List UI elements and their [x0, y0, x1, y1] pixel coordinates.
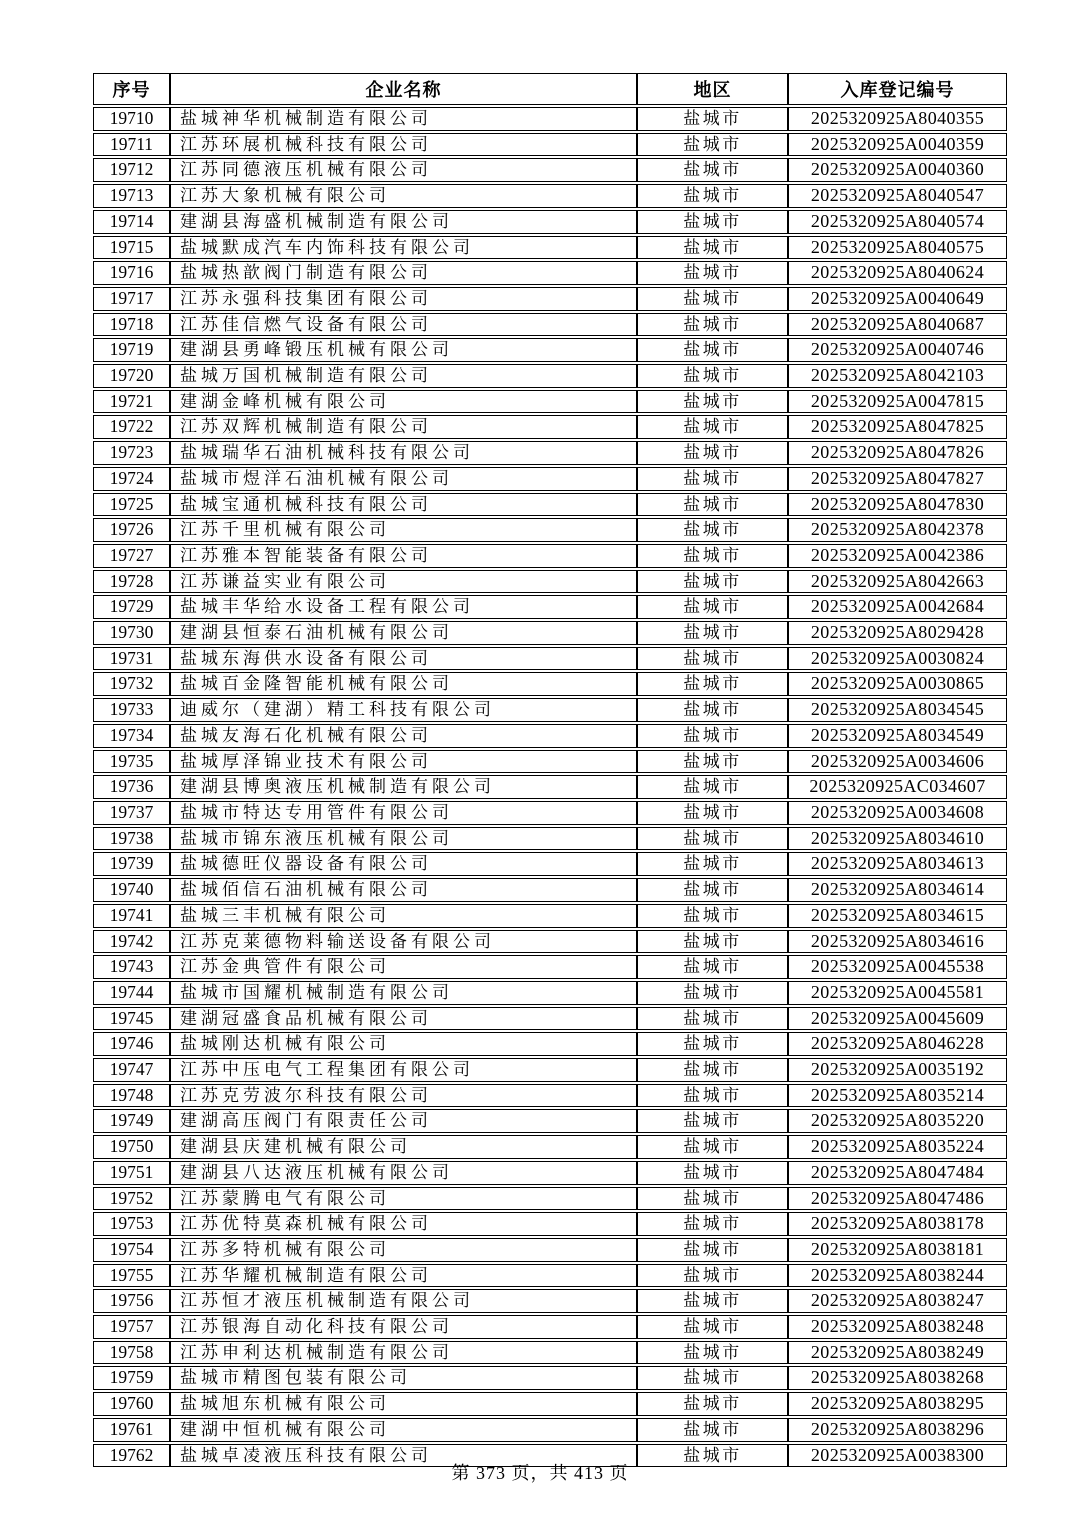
serial-cell: 19734: [93, 724, 170, 748]
table-row: [93, 210, 1007, 234]
serial-cell: 19736: [93, 775, 170, 799]
table-row: [93, 1032, 1007, 1056]
table-row: [93, 595, 1007, 619]
regno-cell: 2025320925A0040359: [788, 133, 1007, 157]
region-cell: 盐城市: [637, 595, 788, 619]
regno-cell: 2025320925A8040687: [788, 313, 1007, 337]
regno-cell: 2025320925A8038249: [788, 1341, 1007, 1365]
table-row: [93, 647, 1007, 671]
region-cell: 盐城市: [637, 1212, 788, 1236]
company-cell: 盐城市国耀机械制造有限公司: [170, 981, 637, 1005]
serial-cell: 19737: [93, 801, 170, 825]
table-row: [93, 904, 1007, 928]
serial-cell: 19752: [93, 1187, 170, 1211]
serial-cell: 19757: [93, 1315, 170, 1339]
region-cell: 盐城市: [637, 158, 788, 182]
col-header-regno: 入库登记编号: [788, 73, 1007, 105]
regno-cell: 2025320925A8034615: [788, 904, 1007, 928]
company-cell: 迪威尔（建湖）精工科技有限公司: [170, 698, 637, 722]
serial-cell: 19758: [93, 1341, 170, 1365]
company-cell: 江苏华耀机械制造有限公司: [170, 1264, 637, 1288]
table-row: [93, 827, 1007, 851]
table-row: [93, 698, 1007, 722]
table-row: [93, 493, 1007, 517]
region-cell: 盐城市: [637, 621, 788, 645]
table-row: [93, 1289, 1007, 1313]
company-cell: 盐城刚达机械有限公司: [170, 1032, 637, 1056]
serial-cell: 19712: [93, 158, 170, 182]
region-cell: 盐城市: [637, 955, 788, 979]
company-cell: 江苏佳信燃气设备有限公司: [170, 313, 637, 337]
company-cell: 江苏克莱德物料输送设备有限公司: [170, 930, 637, 954]
table-row: [93, 544, 1007, 568]
regno-cell: 2025320925A8035214: [788, 1084, 1007, 1108]
region-cell: 盐城市: [637, 827, 788, 851]
regno-cell: 2025320925A0038300: [788, 1444, 1007, 1468]
company-cell: 盐城热歆阀门制造有限公司: [170, 261, 637, 285]
table-row: [93, 107, 1007, 131]
serial-cell: 19759: [93, 1366, 170, 1390]
region-cell: 盐城市: [637, 236, 788, 260]
regno-cell: 2025320925A0042386: [788, 544, 1007, 568]
serial-cell: 19756: [93, 1289, 170, 1313]
region-cell: 盐城市: [637, 801, 788, 825]
col-header-region: 地区: [637, 73, 788, 105]
company-cell: 盐城丰华给水设备工程有限公司: [170, 595, 637, 619]
serial-cell: 19740: [93, 878, 170, 902]
regno-cell: 2025320925A8047827: [788, 467, 1007, 491]
company-cell: 江苏恒才液压机械制造有限公司: [170, 1289, 637, 1313]
region-cell: 盐城市: [637, 1032, 788, 1056]
company-cell: 江苏优特莫森机械有限公司: [170, 1212, 637, 1236]
table-row: [93, 570, 1007, 594]
company-table: [93, 71, 1007, 1469]
region-cell: 盐城市: [637, 878, 788, 902]
serial-cell: 19723: [93, 441, 170, 465]
regno-cell: 2025320925A0034606: [788, 750, 1007, 774]
company-cell: 建湖县恒泰石油机械有限公司: [170, 621, 637, 645]
region-cell: 盐城市: [637, 698, 788, 722]
table-row: [93, 1315, 1007, 1339]
serial-cell: 19724: [93, 467, 170, 491]
serial-cell: 19754: [93, 1238, 170, 1262]
company-cell: 盐城三丰机械有限公司: [170, 904, 637, 928]
region-cell: 盐城市: [637, 1084, 788, 1108]
company-cell: 江苏克劳波尔科技有限公司: [170, 1084, 637, 1108]
regno-cell: 2025320925A8038295: [788, 1392, 1007, 1416]
regno-cell: 2025320925A0035192: [788, 1058, 1007, 1082]
region-cell: 盐城市: [637, 261, 788, 285]
regno-cell: 2025320925A8035220: [788, 1109, 1007, 1133]
company-cell: 盐城卓凌液压科技有限公司: [170, 1444, 637, 1468]
company-cell: 盐城宝通机械科技有限公司: [170, 493, 637, 517]
company-cell: 盐城友海石化机械有限公司: [170, 724, 637, 748]
table-row: [93, 1109, 1007, 1133]
region-cell: 盐城市: [637, 544, 788, 568]
company-cell: 盐城百金隆智能机械有限公司: [170, 672, 637, 696]
serial-cell: 19738: [93, 827, 170, 851]
region-cell: 盐城市: [637, 1341, 788, 1365]
serial-cell: 19729: [93, 595, 170, 619]
company-table-wrap: [93, 71, 1007, 1469]
serial-cell: 19720: [93, 364, 170, 388]
regno-cell: 2025320925A8047825: [788, 415, 1007, 439]
regno-cell: 2025320925A8035224: [788, 1135, 1007, 1159]
company-cell: 江苏中压电气工程集团有限公司: [170, 1058, 637, 1082]
company-cell: 建湖县海盛机械制造有限公司: [170, 210, 637, 234]
table-row: [93, 133, 1007, 157]
company-cell: 江苏多特机械有限公司: [170, 1238, 637, 1262]
regno-cell: 2025320925A0045538: [788, 955, 1007, 979]
company-cell: 江苏同德液压机械有限公司: [170, 158, 637, 182]
region-cell: 盐城市: [637, 852, 788, 876]
company-cell: 江苏雅本智能装备有限公司: [170, 544, 637, 568]
company-cell: 建湖县博奥液压机械制造有限公司: [170, 775, 637, 799]
region-cell: 盐城市: [637, 1007, 788, 1031]
region-cell: 盐城市: [637, 1135, 788, 1159]
region-cell: 盐城市: [637, 441, 788, 465]
company-cell: 江苏千里机械有限公司: [170, 518, 637, 542]
col-header-company: 企业名称: [170, 73, 637, 105]
regno-cell: 2025320925A8040547: [788, 184, 1007, 208]
region-cell: 盐城市: [637, 981, 788, 1005]
table-row: [93, 1007, 1007, 1031]
serial-cell: 19750: [93, 1135, 170, 1159]
region-cell: 盐城市: [637, 1109, 788, 1133]
company-cell: 盐城旭东机械有限公司: [170, 1392, 637, 1416]
table-row: [93, 441, 1007, 465]
table-row: [93, 1058, 1007, 1082]
region-cell: 盐城市: [637, 724, 788, 748]
table-row: [93, 672, 1007, 696]
table-row: [93, 1264, 1007, 1288]
serial-cell: 19718: [93, 313, 170, 337]
region-cell: 盐城市: [637, 518, 788, 542]
table-row: [93, 878, 1007, 902]
region-cell: 盐城市: [637, 184, 788, 208]
region-cell: 盐城市: [637, 1187, 788, 1211]
regno-cell: 2025320925A0040746: [788, 338, 1007, 362]
regno-cell: 2025320925A0045581: [788, 981, 1007, 1005]
table-row: [93, 801, 1007, 825]
regno-cell: 2025320925A8029428: [788, 621, 1007, 645]
company-cell: 建湖金峰机械有限公司: [170, 390, 637, 414]
serial-cell: 19731: [93, 647, 170, 671]
company-cell: 江苏蒙腾电气有限公司: [170, 1187, 637, 1211]
serial-cell: 19760: [93, 1392, 170, 1416]
region-cell: 盐城市: [637, 1161, 788, 1185]
regno-cell: 2025320925A8047826: [788, 441, 1007, 465]
regno-cell: 2025320925A8034613: [788, 852, 1007, 876]
company-cell: 江苏申利达机械制造有限公司: [170, 1341, 637, 1365]
company-cell: 建湖县庆建机械有限公司: [170, 1135, 637, 1159]
table-row: [93, 287, 1007, 311]
serial-cell: 19733: [93, 698, 170, 722]
region-cell: 盐城市: [637, 1058, 788, 1082]
company-cell: 江苏银海自动化科技有限公司: [170, 1315, 637, 1339]
table-row: [93, 415, 1007, 439]
regno-cell: 2025320925A8040355: [788, 107, 1007, 131]
page-footer: 第 373 页，共 413 页: [451, 1463, 629, 1483]
region-cell: 盐城市: [637, 364, 788, 388]
regno-cell: 2025320925A8040575: [788, 236, 1007, 260]
table-row: [93, 1392, 1007, 1416]
regno-cell: 2025320925A8047486: [788, 1187, 1007, 1211]
regno-cell: 2025320925A0042684: [788, 595, 1007, 619]
company-cell: 盐城德旺仪器设备有限公司: [170, 852, 637, 876]
company-cell: 建湖县八达液压机械有限公司: [170, 1161, 637, 1185]
serial-cell: 19710: [93, 107, 170, 131]
serial-cell: 19713: [93, 184, 170, 208]
table-row: [93, 236, 1007, 260]
company-cell: 建湖高压阀门有限责任公司: [170, 1109, 637, 1133]
region-cell: 盐城市: [637, 390, 788, 414]
region-cell: 盐城市: [637, 1366, 788, 1390]
company-cell: 江苏谦益实业有限公司: [170, 570, 637, 594]
company-cell: 盐城佰信石油机械有限公司: [170, 878, 637, 902]
regno-cell: 2025320925A8040574: [788, 210, 1007, 234]
table-row: [93, 1212, 1007, 1236]
serial-cell: 19717: [93, 287, 170, 311]
company-cell: 盐城厚泽锦业技术有限公司: [170, 750, 637, 774]
table-row: [93, 313, 1007, 337]
regno-cell: 2025320925A8042103: [788, 364, 1007, 388]
company-cell: 江苏双辉机械制造有限公司: [170, 415, 637, 439]
serial-cell: 19745: [93, 1007, 170, 1031]
regno-cell: 2025320925A8040624: [788, 261, 1007, 285]
serial-cell: 19743: [93, 955, 170, 979]
company-cell: 江苏环展机械科技有限公司: [170, 133, 637, 157]
region-cell: 盐城市: [637, 1444, 788, 1468]
regno-cell: 2025320925A8038244: [788, 1264, 1007, 1288]
table-body: [93, 107, 1007, 1467]
table-row: [93, 1238, 1007, 1262]
regno-cell: 2025320925A8038178: [788, 1212, 1007, 1236]
regno-cell: 2025320925A0040649: [788, 287, 1007, 311]
company-cell: 盐城市特达专用管件有限公司: [170, 801, 637, 825]
serial-cell: 19722: [93, 415, 170, 439]
region-cell: 盐城市: [637, 1392, 788, 1416]
serial-cell: 19721: [93, 390, 170, 414]
region-cell: 盐城市: [637, 467, 788, 491]
regno-cell: 2025320925A8034610: [788, 827, 1007, 851]
serial-cell: 19755: [93, 1264, 170, 1288]
region-cell: 盐城市: [637, 775, 788, 799]
region-cell: 盐城市: [637, 1315, 788, 1339]
company-cell: 盐城市煜洋石油机械有限公司: [170, 467, 637, 491]
regno-cell: 2025320925AC034607: [788, 775, 1007, 799]
serial-cell: 19741: [93, 904, 170, 928]
table-row: [93, 1187, 1007, 1211]
regno-cell: 2025320925A8038181: [788, 1238, 1007, 1262]
region-cell: 盐城市: [637, 107, 788, 131]
table-row: [93, 1135, 1007, 1159]
company-cell: 盐城万国机械制造有限公司: [170, 364, 637, 388]
regno-cell: 2025320925A8034614: [788, 878, 1007, 902]
serial-cell: 19728: [93, 570, 170, 594]
table-row: [93, 621, 1007, 645]
serial-cell: 19751: [93, 1161, 170, 1185]
company-cell: 江苏永强科技集团有限公司: [170, 287, 637, 311]
region-cell: 盐城市: [637, 415, 788, 439]
region-cell: 盐城市: [637, 313, 788, 337]
region-cell: 盐城市: [637, 493, 788, 517]
table-row: [93, 338, 1007, 362]
serial-cell: 19761: [93, 1418, 170, 1442]
regno-cell: 2025320925A0047815: [788, 390, 1007, 414]
regno-cell: 2025320925A8034549: [788, 724, 1007, 748]
region-cell: 盐城市: [637, 1238, 788, 1262]
table-row: [93, 184, 1007, 208]
company-cell: 盐城神华机械制造有限公司: [170, 107, 637, 131]
serial-cell: 19714: [93, 210, 170, 234]
serial-cell: 19725: [93, 493, 170, 517]
col-header-serial: 序号: [93, 73, 170, 105]
serial-cell: 19732: [93, 672, 170, 696]
regno-cell: 2025320925A8038248: [788, 1315, 1007, 1339]
serial-cell: 19730: [93, 621, 170, 645]
table-row: [93, 158, 1007, 182]
table-row: [93, 1418, 1007, 1442]
table-row: [93, 852, 1007, 876]
regno-cell: 2025320925A8046228: [788, 1032, 1007, 1056]
regno-cell: 2025320925A0030824: [788, 647, 1007, 671]
regno-cell: 2025320925A0034608: [788, 801, 1007, 825]
regno-cell: 2025320925A0045609: [788, 1007, 1007, 1031]
company-cell: 建湖冠盛食品机械有限公司: [170, 1007, 637, 1031]
region-cell: 盐城市: [637, 338, 788, 362]
regno-cell: 2025320925A8038247: [788, 1289, 1007, 1313]
company-cell: 盐城市锦东液压机械有限公司: [170, 827, 637, 851]
company-cell: 盐城瑞华石油机械科技有限公司: [170, 441, 637, 465]
serial-cell: 19748: [93, 1084, 170, 1108]
region-cell: 盐城市: [637, 904, 788, 928]
table-row: [93, 261, 1007, 285]
regno-cell: 2025320925A8042378: [788, 518, 1007, 542]
region-cell: 盐城市: [637, 930, 788, 954]
table-row: [93, 955, 1007, 979]
region-cell: 盐城市: [637, 672, 788, 696]
region-cell: 盐城市: [637, 1418, 788, 1442]
regno-cell: 2025320925A8038296: [788, 1418, 1007, 1442]
serial-cell: 19727: [93, 544, 170, 568]
table-row: [93, 518, 1007, 542]
regno-cell: 2025320925A8034616: [788, 930, 1007, 954]
serial-cell: 19753: [93, 1212, 170, 1236]
table-row: [93, 1366, 1007, 1390]
region-cell: 盐城市: [637, 647, 788, 671]
company-cell: 江苏大象机械有限公司: [170, 184, 637, 208]
table-row: [93, 1084, 1007, 1108]
serial-cell: 19735: [93, 750, 170, 774]
regno-cell: 2025320925A8047830: [788, 493, 1007, 517]
regno-cell: 2025320925A8034545: [788, 698, 1007, 722]
regno-cell: 2025320925A0030865: [788, 672, 1007, 696]
table-row: [93, 364, 1007, 388]
serial-cell: 19719: [93, 338, 170, 362]
company-cell: 盐城市精图包装有限公司: [170, 1366, 637, 1390]
table-row: [93, 750, 1007, 774]
serial-cell: 19716: [93, 261, 170, 285]
serial-cell: 19744: [93, 981, 170, 1005]
serial-cell: 19711: [93, 133, 170, 157]
regno-cell: 2025320925A8047484: [788, 1161, 1007, 1185]
region-cell: 盐城市: [637, 750, 788, 774]
region-cell: 盐城市: [637, 1289, 788, 1313]
table-row: [93, 1341, 1007, 1365]
serial-cell: 19747: [93, 1058, 170, 1082]
company-cell: 建湖中恒机械有限公司: [170, 1418, 637, 1442]
table-row: [93, 981, 1007, 1005]
regno-cell: 2025320925A0040360: [788, 158, 1007, 182]
table-row: [93, 1161, 1007, 1185]
serial-cell: 19762: [93, 1444, 170, 1468]
serial-cell: 19742: [93, 930, 170, 954]
company-cell: 江苏金典管件有限公司: [170, 955, 637, 979]
region-cell: 盐城市: [637, 133, 788, 157]
table-row: [93, 467, 1007, 491]
regno-cell: 2025320925A8038268: [788, 1366, 1007, 1390]
company-cell: 盐城东海供水设备有限公司: [170, 647, 637, 671]
company-cell: 盐城默成汽车内饰科技有限公司: [170, 236, 637, 260]
table-row: [93, 930, 1007, 954]
table-row: [93, 390, 1007, 414]
serial-cell: 19749: [93, 1109, 170, 1133]
serial-cell: 19746: [93, 1032, 170, 1056]
serial-cell: 19715: [93, 236, 170, 260]
serial-cell: 19726: [93, 518, 170, 542]
table-row: [93, 775, 1007, 799]
region-cell: 盐城市: [637, 287, 788, 311]
serial-cell: 19739: [93, 852, 170, 876]
regno-cell: 2025320925A8042663: [788, 570, 1007, 594]
region-cell: 盐城市: [637, 570, 788, 594]
table-row: [93, 724, 1007, 748]
company-cell: 建湖县勇峰锻压机械有限公司: [170, 338, 637, 362]
region-cell: 盐城市: [637, 210, 788, 234]
table-header-row: [93, 73, 1007, 105]
region-cell: 盐城市: [637, 1264, 788, 1288]
